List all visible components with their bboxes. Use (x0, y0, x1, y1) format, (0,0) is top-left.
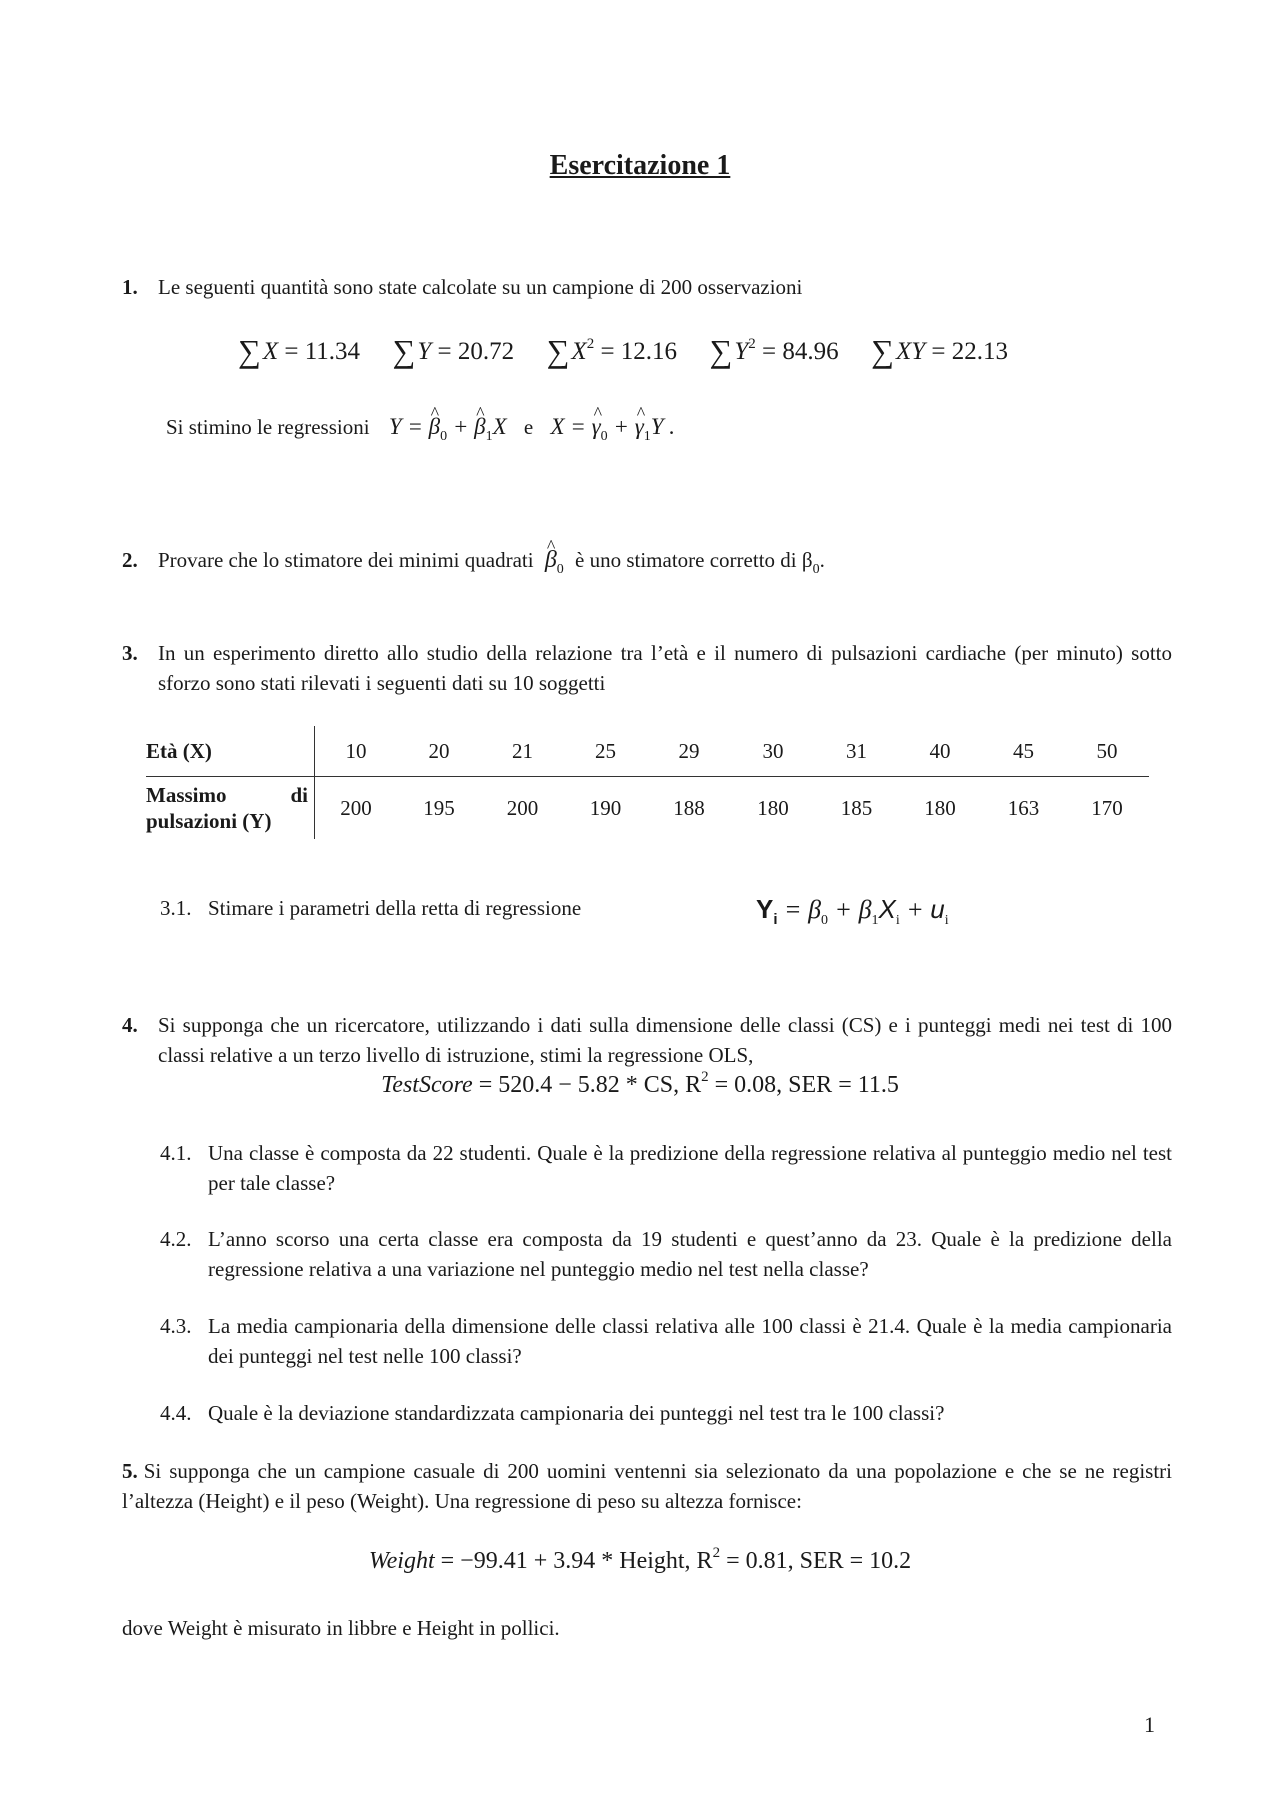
table-cell: 195 (423, 795, 455, 820)
testscore-equation: TestScore = 520.4 − 5.82 * CS, $R^2 = 0.08$, SER = 11.5 (381, 1069, 899, 1098)
subquestion-3-1-number: 3.1. (160, 896, 192, 920)
sum-item-3: $\sum X^2 = 12.16$ (546, 333, 678, 369)
subquestion-4-1: 4.1. Una classe è composta da 22 studenti. Quale è la predizione della regressione relativa al punteggio medio nel test per tale classe? (160, 1141, 1172, 1195)
subquestion-3-1-text: Stimare i parametri della retta di regressione (208, 896, 582, 920)
table-cell: 163 (1007, 795, 1040, 820)
regression-x-on-y: X = ^ $\gamma_0$ + ^ $\gamma_1Y$ . (551, 414, 676, 439)
subquestion-4-4: 4.4. Quale è la deviazione standardizzata campionaria dei punteggi nel test tra le 100 classi? (160, 1401, 945, 1425)
regression-y-on-x: Y = ^ $\beta_0$ + ^ $\beta_1X$ (389, 414, 507, 439)
question-1-number: 1. (122, 275, 138, 299)
question-1 (122, 272, 1172, 302)
sum-item-2: ∑Y = 20.72 (392, 333, 515, 369)
table-cell: 30 (731, 726, 815, 777)
question-4-text: Si supponga che un ricercatore, utilizzando i dati sulla dimensione delle classi (CS) e i punteggi medi nei test di 100 classi relative a un terzo livello di istruzione, stimi la regressione OLS, (158, 1013, 1172, 1067)
regressions-line (166, 412, 675, 446)
table-cell: 31 (815, 726, 898, 777)
question-2 (122, 545, 1172, 579)
question-2-text-before: Provare che lo stimatore dei minimi quadrati (158, 548, 534, 572)
question-5-footer: dove Weight è misurato in libbre e Height in pollici. (122, 1616, 560, 1640)
question-2-number: 2. (122, 548, 138, 572)
table-cell: 21 (481, 726, 564, 777)
regression-line-equation: $Y_i = \beta_0 + \beta_1X_i + u_i$ (756, 894, 949, 928)
question-2-text-after: è uno stimatore corretto di β (575, 548, 813, 572)
table-cell: 188 (673, 795, 705, 820)
subquestion-4-3: 4.3. La media campionaria della dimensione delle classi relativa alle 100 classi è 21.4. Quale è la media campionaria dei punteggi nel test nelle 100 classi? (160, 1314, 1172, 1368)
sigma-icon: ∑ (238, 333, 261, 369)
table-cell: 180 (924, 795, 956, 820)
table-header-y: Massimo di pulsazioni (Y) (146, 777, 315, 840)
table-cell: 50 (1065, 726, 1149, 777)
page-number: 1 (1144, 1712, 1155, 1737)
table-cell: 180 (757, 795, 789, 820)
question-3 (122, 638, 1172, 698)
sigma-icon: ∑ (871, 333, 894, 369)
question-1-text: Le seguenti quantità sono state calcolate su un campione di 200 osservazioni (158, 275, 803, 299)
sum-item-1: ∑X = 11.34 (238, 333, 361, 369)
question-2-subscript: 0 (812, 562, 820, 577)
sigma-icon: ∑ (709, 333, 733, 369)
table-cell: 170 (1091, 795, 1123, 820)
table-cell: 25 (564, 726, 647, 777)
table-cell: 20 (397, 726, 481, 777)
subquestion-3-1 (160, 893, 581, 923)
table-cell: 200 (340, 795, 372, 820)
table-cell: 29 (647, 726, 731, 777)
table-cell: 45 (982, 726, 1065, 777)
data-table (146, 726, 1149, 839)
subquestion-4-2: 4.2. L’anno scorso una certa classe era composta da 19 studenti e quest’anno da 23. Quale è la predizione della regressione relativa a una variazione nel punteggio medio nel test nella classe? (160, 1227, 1172, 1281)
question-4 (122, 1010, 1172, 1070)
question-3-text: In un esperimento diretto allo studio della relazione tra l’età e il numero di pulsazioni cardiache (per minuto) sotto sforzo sono stati rilevati i seguenti dati su 10 soggetti (158, 641, 1172, 695)
table-row-x (146, 726, 1149, 777)
question-5-text: Si supponga che un campione casuale di 200 uomini ventenni sia selezionato da una popolazione e che se ne registri l’altezza (Height) e il peso (Weight). Una regressione di peso su altezza fornisce: (122, 1459, 1172, 1513)
estimate-label: Si stimino le regressioni (166, 415, 370, 439)
weight-equation: Weight = −99.41 + 3.94 * Height, $R^2 = 0.81$, SER = 10.2 (368, 1545, 912, 1574)
table-cell: 185 (840, 795, 873, 820)
page-title: Esercitazione 1 (549, 150, 731, 181)
beta-hat-0: ^ $\beta_0$ (545, 547, 564, 573)
sums-equation (238, 330, 1008, 367)
question-5-number: 5. (122, 1459, 138, 1483)
question-5 (122, 1456, 1172, 1516)
question-2-end: . (819, 548, 825, 572)
question-3-number: 3. (122, 641, 138, 665)
table-cell: 200 (506, 795, 539, 820)
table-cell: 40 (898, 726, 982, 777)
sum-item-4: $\sum Y^2 = 84.96$ (709, 333, 839, 369)
table-header-x: Età (X) (146, 726, 315, 777)
sigma-icon: ∑ (392, 333, 416, 369)
table-cell: 10 (315, 726, 398, 777)
sigma-icon: ∑ (546, 333, 570, 369)
table-cell: 190 (589, 795, 622, 820)
question-4-number: 4. (122, 1013, 138, 1037)
connector-text: e (523, 415, 534, 439)
sum-item-5: ∑XY = 22.13 (871, 333, 1008, 369)
table-row-y (146, 777, 1149, 840)
